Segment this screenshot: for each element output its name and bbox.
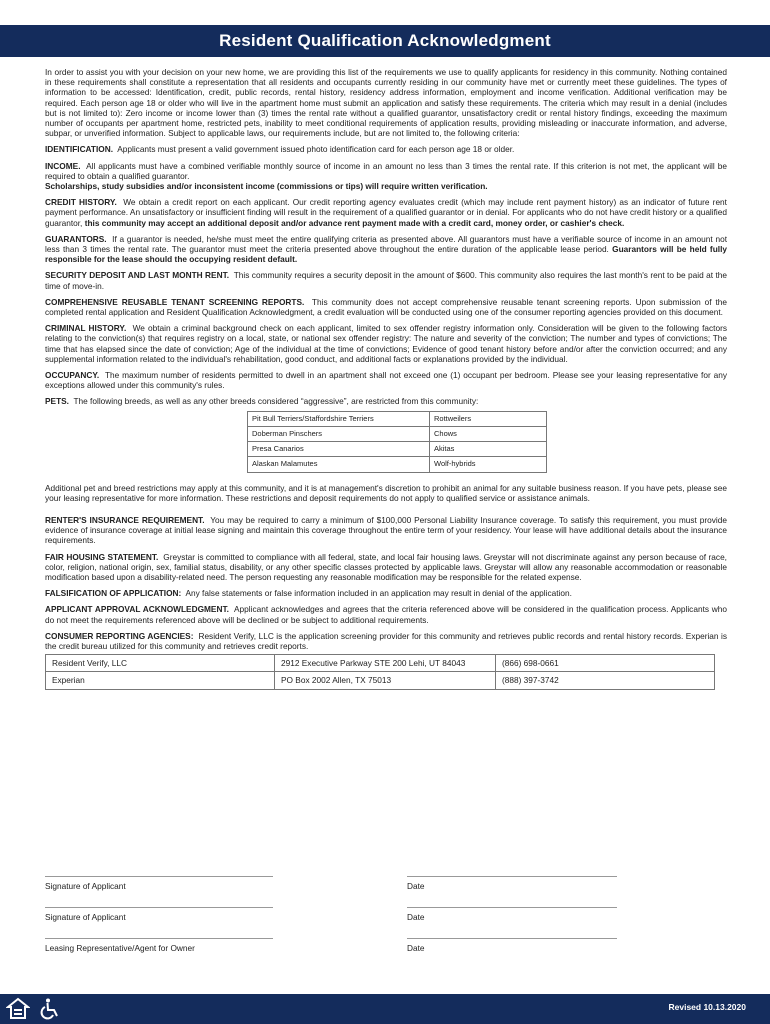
section-label: PETS. <box>45 396 69 407</box>
section-security-deposit <box>45 270 727 290</box>
section-bold-text: this community may accept an additional deposit and/or advance rent payment made with a credit card, money order, or cashier's check. <box>84 217 625 228</box>
table-row <box>248 457 547 472</box>
equal-housing-icon <box>6 997 30 1021</box>
section-text: The following breeds, as well as any other breeds considered “aggressive”, are restricted from this community: <box>73 396 479 407</box>
table-row <box>248 426 547 441</box>
section-label: APPLICANT APPROVAL ACKNOWLEDGMENT. <box>45 604 229 615</box>
section-label: IDENTIFICATION. <box>45 144 114 155</box>
signature-label: Signature of Applicant <box>45 881 126 891</box>
table-cell: (888) 397-3742 <box>496 672 715 689</box>
section-label: CONSUMER REPORTING AGENCIES: <box>45 630 194 641</box>
table-cell: Akitas <box>430 442 547 457</box>
signature-row <box>45 932 665 963</box>
section-criminal-history <box>45 323 727 364</box>
section-label: FAIR HOUSING STATEMENT. <box>45 551 159 562</box>
section-pets <box>45 396 727 406</box>
restricted-breeds-table <box>247 411 547 473</box>
section-text: We obtain a credit report on each applicant. Our credit reporting agency evaluates credit (which may include rent payment history) as an indicator of future rent payment performance. An unsatisfactory or insufficient finding will result in the requirement of a qualified guarantor or in denial. For applicants who do not have credit history or a qualified guarantor, <box>45 197 727 228</box>
signature-label: Leasing Representative/Agent for Owner <box>45 943 195 953</box>
section-guarantors <box>45 234 727 265</box>
date-line[interactable] <box>407 907 617 912</box>
section-text: The maximum number of residents permitted to dwell in an apartment shall not exceed one (1) occupant per bedroom. Please see your leasing representative for any exceptions allowed under this community's rules. <box>45 370 728 391</box>
table-row <box>46 655 715 672</box>
section-screening-reports <box>45 297 727 317</box>
section-label: RENTER'S INSURANCE REQUIREMENT. <box>45 514 205 525</box>
intro-paragraph: In order to assist you with your decision on your new home, we are providing this list of the requirements we use to qualify applicants for residency in this community. Nothing contained in these requirements shall constitute a representation that all residents and occupants currently residing in our community have met or currently meet these guidelines. The types of information to be accessed: Identification, credit, public records, rental history, residency address information, employment and income verification. Additional verification may be required. Each person age 18 or older who will live in the apartment home must submit an application and satisfy these requirements. The criteria which may result in a denial (includes but is not limited to): Zero income or income lower than (3) times the rental rate without a qualified guarantor, unsatisfactory credit or rental history findings, exceeding the maximum number of occupants per apartment home, restricted pets, inability to meet conditional requirements of application results, providing misleading or inaccurate information, and adverse, subpar, or unverified information. Subject to applicable laws, our requirements include, but are not limited to, the following criteria: <box>45 67 727 139</box>
section-label: OCCUPANCY. <box>45 370 100 381</box>
table-row <box>46 672 715 689</box>
document-body <box>45 67 727 690</box>
section-label: CREDIT HISTORY. <box>45 197 117 208</box>
section-label: SECURITY DEPOSIT AND LAST MONTH RENT. <box>45 270 230 281</box>
table-cell: Experian <box>46 672 275 689</box>
table-cell: Resident Verify, LLC <box>46 655 275 672</box>
section-bold-text: Scholarships, study subsidies and/or inconsistent income (commissions or tips) will require written verification. <box>45 181 488 192</box>
section-text: This community does not accept comprehensive reusable tenant screening reports. Upon submission of the completed rental application and Resident Qualification Acknowledgment, a credit evaluation will be conducted using one of the consumer reporting agencies provided on this document. <box>45 296 727 318</box>
table-row <box>248 442 547 457</box>
table-cell: 2912 Executive Parkway STE 200 Lehi, UT 84043 <box>275 655 496 672</box>
section-label: COMPREHENSIVE REUSABLE TENANT SCREENING REPORTS. <box>45 296 305 307</box>
section-label: FALSIFICATION OF APPLICATION: <box>45 588 182 599</box>
table-cell: Rottweilers <box>430 411 547 426</box>
section-text: Any false statements or false information included in an application may result in denial of the application. <box>185 588 572 599</box>
pets-additional-text: Additional pet and breed restrictions may apply at this community, and it is at management's discretion to prohibit an animal for any suitable business reason. If you have pets, please see your leasing representative for more information. These restrictions and deposit requirements do not apply to qualified service or assistance animals. <box>45 482 727 503</box>
table-cell: PO Box 2002 Allen, TX 75013 <box>275 672 496 689</box>
date-label: Date <box>407 912 425 922</box>
section-label: CRIMINAL HISTORY. <box>45 323 127 334</box>
date-label: Date <box>407 881 425 891</box>
section-text: Applicant acknowledges and agrees that the criteria referenced above will be considered in the qualification process. Applicants who do not meet the requirements referenced above will be declined or be subject to additional requirements. <box>45 604 728 625</box>
section-text: You may be required to carry a minimum of $100,000 Personal Liability Insurance coverage. To satisfy this requirement, you must provide evidence of insurance coverage at initial lease signing and maintain this coverage throughout the entire term of your residency. Your lease will have additional details about the insurance requirements. <box>45 514 727 546</box>
signature-row <box>45 870 665 901</box>
section-fair-housing <box>45 552 727 583</box>
signature-block <box>45 870 665 963</box>
table-cell: Wolf-hybrids <box>430 457 547 472</box>
table-cell: Chows <box>430 426 547 441</box>
section-credit-history <box>45 197 727 228</box>
section-text: If a guarantor is needed, he/she must meet the entire qualifying criteria as presented above. All guarantors must have a verifiable source of income in an amount not less than 3 times the rental rate. The guarantor must meet the criteria presented above throughout the entire duration of the applicable lease period. <box>45 233 727 255</box>
signature-label: Signature of Applicant <box>45 912 126 922</box>
section-income <box>45 161 727 192</box>
section-label: GUARANTORS. <box>45 233 107 244</box>
section-approval-acknowledgment <box>45 604 727 624</box>
section-renters-insurance <box>45 515 727 546</box>
section-text: Resident Verify, LLC is the application screening provider for this community and retrieves public records and rental history records. Experian is the credit bureau utilized for this community and retrieves credit reports. <box>45 630 728 651</box>
section-text: This community requires a security deposit in the amount of $600. This community also requires the last month's rent to be paid at the time of move-in. <box>45 270 728 291</box>
section-text: Applicants must present a valid government issued photo identification card for each person age 18 or older. <box>117 144 515 155</box>
section-text: Greystar is committed to compliance with all federal, state, and local fair housing laws. Greystar will not discriminate against any person because of race, color, religion, national origin, sex, familial status, disability, or any other specific classes protected by applicable laws. Greystar will allow any reasonable accommodation or reasonable modification based upon a disability-related need. The person requesting any reasonable modification may be responsible for the related expense. <box>45 551 727 582</box>
section-bold-text: Guarantors will be held fully responsible for the lease should the occupying resident default. <box>45 244 727 265</box>
section-consumer-reporting <box>45 631 727 651</box>
date-label: Date <box>407 943 425 953</box>
section-identification <box>45 144 727 154</box>
date-line[interactable] <box>407 938 617 943</box>
footer-bar <box>0 994 770 1024</box>
table-cell: Doberman Pinschers <box>248 426 430 441</box>
date-line[interactable] <box>407 876 617 881</box>
signature-row <box>45 901 665 932</box>
section-text: All applicants must have a combined verifiable monthly source of income in an amount no less than 3 times the rental rate. If this criterion is not met, the applicant will be required to obtain a qualified guarantor. <box>45 160 727 181</box>
section-label: INCOME. <box>45 160 81 171</box>
table-cell: Pit Bull Terriers/Staffordshire Terriers <box>248 411 430 426</box>
table-cell: Alaskan Malamutes <box>248 457 430 472</box>
revision-date: Revised 10.13.2020 <box>668 1002 746 1012</box>
section-occupancy <box>45 370 727 390</box>
section-falsification <box>45 588 727 598</box>
reporting-agencies-table <box>45 654 715 689</box>
table-cell: Presa Canarios <box>248 442 430 457</box>
section-text: We obtain a criminal background check on each applicant, limited to sex offender registry information only. Consideration will be given to the following factors relating to the conviction(s) that requires registry on a local, state, or national sex offender registry: The nature and severity of the conviction; The number and types of convictions; The time that has elapsed since the date of conviction; Age of the individual at the time of convictions; Evidence of good tenant history before and/or after the conviction occurred; and any supplemental information related to the individual's rehabilitation, good conduct, and additional facts or explanations provided by the individual. <box>45 323 727 364</box>
table-cell: (866) 698-0661 <box>496 655 715 672</box>
accessibility-icon <box>38 997 62 1021</box>
page-title: Resident Qualification Acknowledgment <box>0 25 770 57</box>
table-row <box>248 411 547 426</box>
